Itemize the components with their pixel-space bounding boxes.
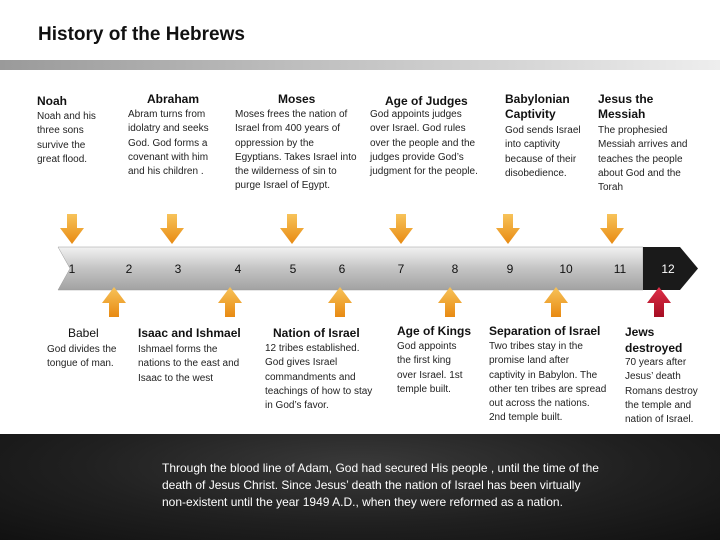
timeline-number: 7 <box>397 262 405 276</box>
event-desc-age-of-kings: God appoints the first king over Israel. 1st temple built. <box>397 341 463 395</box>
down-arrow <box>60 214 84 244</box>
down-arrow <box>600 214 624 244</box>
event-desc-separation-of-israel: Two tribes stay in the promise land after captivity in Babylon. The other ten tribes are spread out across the nations. 2nd temple built. <box>489 341 607 424</box>
timeline-number: 5 <box>289 262 297 276</box>
timeline-number: 4 <box>234 262 242 276</box>
timeline-number: 12 <box>661 262 675 276</box>
event-title-abraham: Abraham <box>147 92 200 106</box>
event-title-nation-of-israel: Nation of Israel <box>273 326 360 340</box>
timeline-number: 9 <box>506 262 514 276</box>
timeline-number: 8 <box>451 262 459 276</box>
up-arrow <box>328 287 352 317</box>
down-arrow <box>160 214 184 244</box>
event-desc-babylonian-captivity: God sends Israel into captivity because of their disobedience. <box>505 125 581 179</box>
timeline-number: 1 <box>68 262 76 276</box>
event-desc-nation-of-israel: 12 tribes established. God gives Israel commandments and teachings of how to stay in God’s favor. <box>265 343 373 412</box>
event-title-babylonian-captivity: Babylonian Captivity <box>505 92 570 121</box>
event-desc-jews-destroyed: 70 years after Jesus’ death Romans destroy the temple and nation of Israel. <box>625 357 698 426</box>
event-title-isaac-ishmael: Isaac and Ishmael <box>138 326 241 340</box>
event-desc-abraham: Abram turns from idolatry and seeks God. God forms a covenant with him and his children . <box>128 109 209 178</box>
event-desc-jesus: The prophesied Messiah arrives and teaches the people about God and the Torah <box>598 125 688 194</box>
event-desc-judges: God appoints judges over Israel. God rules over the people and the judges provide God’s judgment for the people. <box>370 109 478 178</box>
timeline-number: 6 <box>338 262 346 276</box>
event-title-babel: Babel <box>68 326 99 340</box>
page-title: History of the Hebrews <box>38 24 245 45</box>
up-arrow <box>544 287 568 317</box>
event-desc-babel: God divides the tongue of man. <box>47 344 117 370</box>
event-desc-isaac-ishmael: Ishmael forms the nations to the east and Isaac to the west <box>138 344 240 384</box>
event-desc-moses: Moses frees the nation of Israel from 400 years of oppression by the Egyptians. Takes Israel into the wilderness of sin to purge Israel of Egypt. <box>235 109 357 192</box>
up-arrow <box>102 287 126 317</box>
timeline-number: 11 <box>613 262 627 276</box>
down-arrow <box>496 214 520 244</box>
event-title-jesus: Jesus the Messiah <box>598 92 654 121</box>
event-title-judges: Age of Judges <box>385 94 468 108</box>
up-arrow <box>218 287 242 317</box>
event-title-jews-destroyed: Jews destroyed <box>625 325 683 355</box>
event-title-moses: Moses <box>278 92 316 106</box>
down-arrow <box>280 214 304 244</box>
up-arrow <box>438 287 462 317</box>
up-arrow-red <box>647 287 671 317</box>
timeline-number: 10 <box>559 262 573 276</box>
event-title-separation-of-israel: Separation of Israel <box>489 324 601 338</box>
down-arrow <box>389 214 413 244</box>
event-title-noah: Noah <box>37 94 67 108</box>
timeline-number: 2 <box>125 262 133 276</box>
event-title-age-of-kings: Age of Kings <box>397 324 471 338</box>
timeline-number: 3 <box>174 262 182 276</box>
summary-text: Through the blood line of Adam, God had secured His people , until the time of the death of Jesus Christ. Since Jesus’ death the nation of Israel has been virtually non-existent until the year 1949 A.D., when they were reformed as a nation. <box>162 461 599 509</box>
event-desc-noah: Noah and his three sons survive the great flood. <box>37 111 96 165</box>
